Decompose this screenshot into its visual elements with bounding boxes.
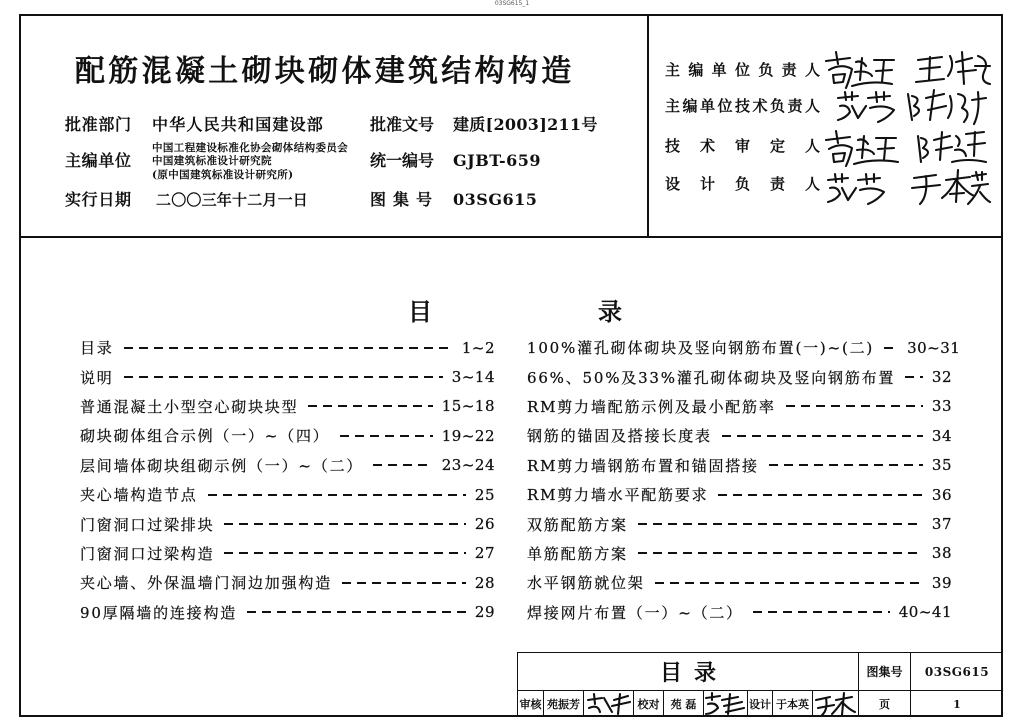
- toc-entry: [527, 539, 952, 568]
- toc-entry-title: 普通混凝土小型空心砌块块型: [80, 397, 299, 416]
- chief-unit-line: 中国建筑标准设计研究院: [152, 155, 272, 167]
- toc-entry-pages: 33: [931, 397, 952, 416]
- toc-entry-title: 层间墙体砌块组砌示例（一）~（二）: [80, 456, 364, 475]
- toc-heading-right: 录: [598, 298, 622, 326]
- toc-leader: [786, 405, 923, 407]
- toc-entry-title: 双筋配筋方案: [527, 515, 628, 534]
- toc-entry-title: 夹心墙、外保温墙门洞边加强构造: [80, 574, 333, 593]
- toc-entry-pages: 25: [474, 485, 495, 504]
- toc-entry-title: 焊接网片布置（一）~（二）: [527, 603, 743, 622]
- toc-entry: [80, 568, 495, 597]
- toc-leader: [124, 347, 453, 349]
- toc-leader: [224, 552, 466, 554]
- toc-entry-title: 夹心墙构造节点: [80, 486, 198, 505]
- toc-column-left: [80, 333, 495, 627]
- title-block-title: 目录: [659, 661, 728, 686]
- toc-entry-pages: 27: [474, 544, 495, 563]
- toc-leader: [722, 435, 923, 437]
- toc-leader: [769, 464, 923, 466]
- toc-entry: [80, 480, 495, 509]
- toc-entry: [80, 509, 495, 538]
- atlas-title: 配筋混凝土砌块砌体建筑结构构造: [75, 54, 575, 89]
- approval-dept-label: 批准部门: [65, 115, 131, 134]
- toc-entry-title: 单筋配筋方案: [527, 544, 628, 563]
- page-number: 1: [910, 690, 1003, 717]
- toc-entry-pages: 40~41: [898, 603, 952, 622]
- toc-entry-pages: 15~18: [441, 397, 495, 416]
- approval-no-label: 批准文号: [370, 115, 435, 134]
- toc-entry-title: RM剪力墙配筋示例及最小配筋率: [527, 397, 776, 416]
- toc-leader: [340, 435, 433, 437]
- checker-name: 苑 磊: [663, 690, 703, 717]
- toc-entry-title: 钢筋的锚固及搭接长度表: [527, 427, 712, 446]
- checker-signature-cell: [703, 690, 747, 717]
- toc-leader: [224, 523, 466, 525]
- check-label: 校对: [633, 690, 663, 717]
- toc-entry-title: RM剪力墙水平配筋要求: [527, 486, 709, 505]
- toc-entry-title: 水平钢筋就位架: [527, 574, 645, 593]
- toc-entry-pages: 39: [931, 573, 952, 592]
- toc-leader: [638, 552, 923, 554]
- header-bottom-rule: [19, 236, 1003, 238]
- page-label: 页: [858, 690, 910, 717]
- effective-date: 二〇〇三年十二月一日: [156, 191, 309, 209]
- toc-entry: [80, 598, 495, 627]
- toc-entry: [527, 509, 952, 538]
- toc-entry-pages: 19~22: [441, 426, 495, 445]
- toc-entry-pages: 37: [931, 515, 952, 534]
- toc-entry-pages: 35: [931, 456, 952, 475]
- toc-leader: [884, 347, 898, 349]
- title-block-atlas-label: 图集号: [858, 652, 910, 690]
- toc-entry-title: 目录: [80, 339, 114, 358]
- toc-leader: [638, 523, 923, 525]
- unified-no: GJBT-659: [453, 151, 542, 170]
- toc-leader: [308, 405, 432, 407]
- toc-entry: [80, 539, 495, 568]
- reviewer-name: 苑振芳: [543, 690, 583, 717]
- toc-column-right: [527, 333, 961, 627]
- toc-leader: [718, 494, 922, 496]
- toc-entry-pages: 38: [931, 544, 952, 563]
- toc-leader: [373, 464, 433, 466]
- toc-entry-pages: 32: [931, 368, 952, 387]
- toc-entry-title: 66%、50%及33%灌孔砌体砌块及竖向钢筋布置: [527, 368, 896, 387]
- responsible-role-label: 技术审定人: [665, 137, 820, 155]
- toc-entry-pages: 3~14: [451, 368, 495, 387]
- toc-entry-title: 说明: [80, 368, 114, 387]
- design-label: 设计: [747, 690, 772, 717]
- toc-entry: [527, 362, 952, 391]
- responsible-role-label: 主编单位负责人: [665, 61, 820, 79]
- file-label: 03SG615_1: [494, 0, 530, 7]
- toc-entry: [527, 568, 952, 597]
- atlas-no-label: 图集号: [370, 190, 432, 209]
- review-label: 审核: [517, 690, 543, 717]
- effective-date-label: 实行日期: [65, 190, 131, 209]
- toc-entry-title: 100%灌孔砌体砌块及竖向钢筋布置(一)~(二): [527, 339, 875, 358]
- toc-entry-pages: 1~2: [461, 338, 495, 357]
- toc-entry: [80, 362, 495, 391]
- toc-heading-left: 目: [408, 298, 432, 326]
- reviewer-signature-cell: [583, 690, 633, 717]
- toc-entry: [527, 421, 952, 450]
- toc-leader: [655, 582, 923, 584]
- toc-leader: [753, 611, 890, 613]
- chief-unit-label: 主编单位: [65, 151, 131, 170]
- toc-entry: [80, 392, 495, 421]
- toc-leader: [208, 494, 466, 496]
- unified-no-label: 统一编号: [370, 151, 435, 170]
- designer-signature-cell: [812, 690, 858, 717]
- toc-entry-title: 门窗洞口过梁构造: [80, 544, 215, 563]
- toc-leader: [905, 376, 923, 378]
- approval-no: 建质[2003]211号: [453, 115, 598, 134]
- toc-entry: [527, 598, 952, 627]
- toc-entry-pages: 26: [474, 515, 495, 534]
- toc-leader: [124, 376, 443, 378]
- toc-entry-pages: 30~31: [907, 338, 961, 357]
- toc-entry: [527, 451, 952, 480]
- toc-entry: [80, 333, 495, 362]
- toc-entry-title: RM剪力墙钢筋布置和锚固搭接: [527, 456, 759, 475]
- chief-unit-line: 中国工程建设标准化协会砌体结构委员会: [152, 142, 349, 154]
- toc-entry: [527, 480, 952, 509]
- toc-entry-title: 门窗洞口过梁排块: [80, 515, 215, 534]
- chief-unit-line: (原中国建筑标准设计研究所): [152, 169, 294, 181]
- toc-leader: [342, 582, 466, 584]
- atlas-no: 03SG615: [453, 190, 538, 209]
- toc-entry: [527, 333, 961, 362]
- designer-name: 于本英: [772, 690, 812, 717]
- toc-entry-pages: 34: [931, 426, 952, 445]
- responsible-role-label: 主编单位技术负责人: [665, 97, 820, 115]
- title-block-title-cell: [517, 652, 858, 690]
- toc-entry: [80, 451, 495, 480]
- toc-entry-title: 砌块砌体组合示例（一）~（四）: [80, 427, 330, 446]
- toc-entry-title: 90厚隔墙的连接构造: [80, 603, 238, 622]
- toc-entry-pages: 28: [474, 573, 495, 592]
- toc-entry-pages: 23~24: [441, 456, 495, 475]
- approval-dept: 中华人民共和国建设部: [152, 115, 325, 134]
- toc-leader: [247, 611, 466, 613]
- header-divider: [647, 14, 649, 238]
- responsible-role-label: 设计负责人: [665, 175, 820, 193]
- toc-entry-pages: 36: [931, 485, 952, 504]
- toc-entry: [527, 392, 952, 421]
- toc-entry-pages: 29: [474, 603, 495, 622]
- toc-entry: [80, 421, 495, 450]
- title-block-atlas-no: 03SG615: [910, 652, 1003, 690]
